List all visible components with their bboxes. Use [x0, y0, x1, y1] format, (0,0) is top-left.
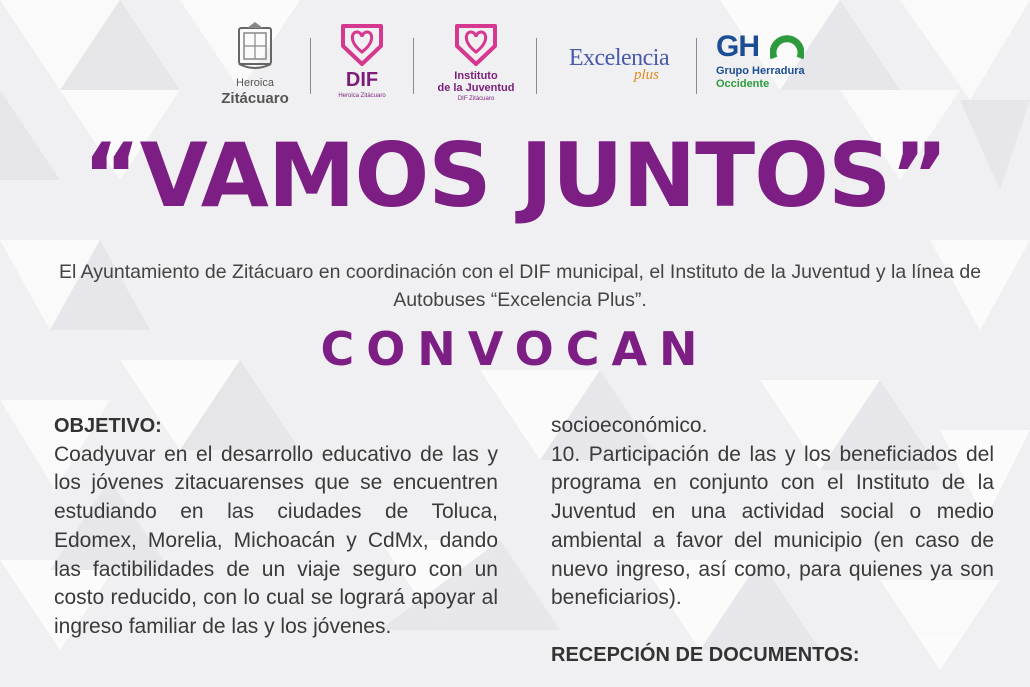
- herradura-line1: Grupo Herradura: [716, 65, 805, 77]
- horseshoe-icon: [770, 32, 804, 62]
- requirement-item-10: 10. Participación de las y los beneficiados del programa en conjunto con el Instituto de la Juventud en una actividad social o medio ambiental a favor del municipio (en caso de nuevo ingreso, así como, para quienes ya son beneficiarios).: [551, 442, 994, 610]
- herradura-line2: Occidente: [716, 78, 770, 90]
- convocan-heading: CONVOCAN: [320, 322, 710, 376]
- coat-of-arms-icon: [235, 22, 275, 72]
- zitacuaro-line2: Zitácuaro: [221, 90, 289, 107]
- excelencia-plus-logo: [554, 45, 684, 83]
- dif-logo: [324, 22, 400, 99]
- main-title: “VAMOS JUNTOS”: [82, 124, 948, 227]
- logo-bar: [212, 22, 832, 112]
- recepcion-heading: RECEPCIÓN DE DOCUMENTOS:: [551, 643, 860, 666]
- logo-divider: [536, 38, 537, 94]
- instituto-juventud-logo: [426, 22, 526, 102]
- objetivo-heading: OBJETIVO:: [54, 415, 162, 437]
- logo-divider: [696, 38, 697, 94]
- right-column: [551, 412, 994, 670]
- left-column: [54, 412, 498, 642]
- excelencia-plus: plus: [634, 67, 660, 83]
- excelencia-name: Excelencia: [568, 45, 670, 71]
- instituto-heart-icon: [453, 22, 499, 66]
- logo-divider: [413, 38, 414, 94]
- logo-divider: [310, 38, 311, 94]
- spacer: [551, 613, 994, 641]
- instituto-sub: DIF Zitácuaro: [457, 96, 495, 103]
- zitacuaro-logo: [212, 22, 298, 106]
- dif-heart-icon: [339, 22, 385, 66]
- grupo-herradura-logo: [716, 32, 826, 90]
- instituto-line2: de la Juventud: [437, 82, 515, 95]
- requirements-continuation: socioeconómico.: [551, 414, 708, 437]
- objetivo-body: Coadyuvar en el desarrollo educativo de las y los jóvenes zitacuarenses que se encuentren estudiando en las ciudades de Toluca, Edomex, Morelia, Michoacán y CdMx, dando las factibilidades de un viaje seguro con un costo reducido, con lo cual se logrará apoyar al ingreso familiar de las y los jóvenes.: [54, 442, 498, 638]
- gh-mark: GH: [716, 30, 759, 63]
- intro-paragraph: El Ayuntamiento de Zitácuaro en coordinación con el DIF municipal, el Instituto de la Juventud y la línea de Autobuses “Excelencia Plus”.: [58, 261, 982, 311]
- dif-sub: Heroica Zitácuaro: [338, 93, 386, 99]
- instituto-line1: Instituto: [454, 70, 498, 82]
- dif-name: DIF: [345, 69, 379, 91]
- zitacuaro-line1: Heroica: [236, 77, 274, 89]
